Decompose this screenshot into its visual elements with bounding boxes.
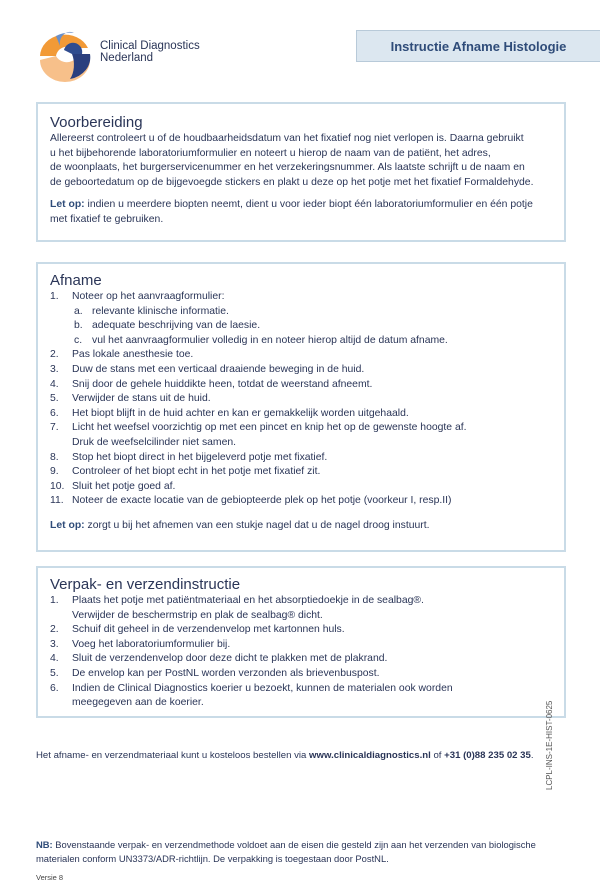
list-item bbox=[50, 392, 552, 407]
list-item bbox=[50, 623, 552, 638]
item-number: 8. bbox=[50, 451, 59, 463]
item-text: Indien de Clinical Diagnostics koerier u bezoekt, kunnen de materialen ook worden bbox=[72, 682, 453, 694]
list-item bbox=[50, 465, 552, 480]
item-number: 2. bbox=[50, 624, 59, 636]
version-label: Versie 8 bbox=[36, 873, 64, 882]
order-text: Het afname- en verzendmateriaal kunt u kosteloos bestellen via bbox=[36, 750, 307, 761]
item-text: Sluit de verzendenvelop door deze dicht te plakken met de plakrand. bbox=[72, 653, 388, 665]
item-number: c. bbox=[74, 334, 83, 346]
item-text: Snij door de gehele huiddikte heen, totdat de weerstand afneemt. bbox=[72, 378, 373, 390]
brand-line-2: Nederland bbox=[100, 52, 154, 64]
item-number: 11. bbox=[50, 495, 64, 507]
list-item bbox=[50, 407, 552, 422]
verpak-steps bbox=[50, 594, 552, 711]
note-text: indien u meerdere biopten neemt, dient u voor ieder biopt één laboratoriumformulier en één potje bbox=[87, 199, 533, 211]
section-title-voorbereiding: Voorbereiding bbox=[50, 114, 143, 131]
item-number: 7. bbox=[50, 422, 59, 434]
item-number: 9. bbox=[50, 466, 59, 478]
afname-substeps bbox=[72, 305, 552, 349]
item-text: Duw de stans met een verticaal draaiende beweging in de huid. bbox=[72, 363, 365, 375]
list-item bbox=[50, 638, 552, 653]
list-item bbox=[50, 363, 552, 378]
list-item bbox=[50, 348, 552, 363]
order-info bbox=[36, 750, 534, 761]
list-item bbox=[50, 480, 552, 495]
list-item bbox=[50, 378, 552, 393]
item-text: relevante klinische informatie. bbox=[92, 305, 229, 317]
nb-text: Bovenstaande verpak- en verzendmethode voldoet aan de eisen die gesteld zijn aan het verzenden van biologische bbox=[55, 839, 536, 850]
list-item bbox=[50, 682, 552, 711]
item-text: Licht het weefsel voorzichtig op met een pincet en knip het op de gewenste hoogte af. bbox=[72, 422, 467, 434]
clinical-diagnostics-logo bbox=[34, 30, 96, 82]
list-item bbox=[72, 319, 552, 334]
item-number: 1. bbox=[50, 291, 59, 302]
nb-lead: NB: bbox=[36, 839, 53, 850]
voorbereiding-line-3: de woonplaats, het burgerservicenummer en het verzekeringsnummer. Als laatste schrijft u de naam en bbox=[50, 162, 525, 174]
website-link[interactable]: www.clinicaldiagnostics.nl bbox=[309, 750, 431, 761]
list-item bbox=[50, 494, 552, 509]
voorbereiding-note bbox=[50, 198, 552, 213]
section-title-afname: Afname bbox=[50, 272, 102, 289]
item-number: a. bbox=[74, 305, 83, 317]
item-number: 2. bbox=[50, 349, 59, 361]
item-number: 10. bbox=[50, 480, 65, 492]
voorbereiding-note-line-2: met fixatief te gebruiken. bbox=[50, 213, 164, 225]
list-item bbox=[72, 334, 552, 349]
item-number: 5. bbox=[50, 393, 59, 405]
item-text: Voeg het laboratoriumformulier bij. bbox=[72, 638, 231, 650]
item-text: Schuif dit geheel in de verzendenvelop met kartonnen huls. bbox=[72, 624, 345, 636]
item-text: Stop het biopt direct in het bijgeleverd potje met fixatief. bbox=[72, 451, 328, 463]
order-text-of: of bbox=[433, 750, 442, 761]
item-text: Het biopt blijft in de huid achter en kan er gemakkelijk worden uitgehaald. bbox=[72, 407, 409, 419]
list-item bbox=[50, 451, 552, 466]
item-number: 1. bbox=[50, 595, 59, 606]
list-item bbox=[50, 594, 552, 623]
note-text: zorgt u bij het afnemen van een stukje nagel dat u de nagel droog instuurt. bbox=[87, 519, 430, 531]
item-text: De envelop kan per PostNL worden verzonden als brievenbuspost. bbox=[72, 667, 380, 679]
item-text: Verwijder de beschermstrip en plak de sealbag® dicht. bbox=[72, 609, 323, 621]
item-number: 4. bbox=[50, 653, 59, 665]
afname-note bbox=[50, 519, 552, 534]
voorbereiding-line-4: de geboortedatum op de bijgevoegde stickers en plakt u deze op het potje met het fixatief Formaldehyde. bbox=[50, 176, 534, 188]
section-voorbereiding bbox=[36, 102, 566, 242]
item-text: Noteer de exacte locatie van de gebiopteerde plek op het potje (voorkeur I, resp.II) bbox=[72, 495, 452, 507]
document-title: Instructie Afname Histologie bbox=[390, 38, 567, 54]
voorbereiding-line-1: Allereerst controleert u of de houdbaarheidsdatum van het fixatief nog niet verlopen is. Daarna gebruikt bbox=[50, 133, 524, 144]
note-lead: Let op: bbox=[50, 199, 85, 211]
item-number: 6. bbox=[50, 682, 59, 694]
section-afname bbox=[36, 262, 566, 552]
item-number: 5. bbox=[50, 667, 59, 679]
phone-number: +31 (0)88 235 02 35 bbox=[444, 750, 531, 761]
note-lead: Let op: bbox=[50, 519, 85, 531]
item-number: 6. bbox=[50, 407, 59, 419]
item-text: Noteer op het aanvraagformulier: bbox=[72, 291, 225, 302]
list-item bbox=[72, 305, 552, 320]
document-code: LCPL-INS-1E-HIST-0625 bbox=[545, 700, 554, 790]
item-text: vul het aanvraagformulier volledig in en noteer hierop altijd de datum afname. bbox=[92, 334, 448, 346]
list-item bbox=[50, 421, 552, 450]
item-text: meegegeven aan de koerier. bbox=[72, 697, 204, 709]
brand-line-1: Clinical Diagnostics bbox=[100, 40, 200, 52]
item-number: 3. bbox=[50, 363, 59, 375]
document-title-banner bbox=[356, 30, 600, 62]
item-text: Druk de weefselcilinder niet samen. bbox=[72, 436, 237, 448]
order-text-period: . bbox=[530, 750, 534, 761]
item-text: Pas lokale anesthesie toe. bbox=[72, 349, 194, 361]
item-text: Plaats het potje met patiëntmateriaal en het absorptiedoekje in de sealbag®. bbox=[72, 595, 424, 606]
section-title-verpak: Verpak- en verzendinstructie bbox=[50, 576, 241, 593]
list-item bbox=[50, 652, 552, 667]
nb-text-2: materialen conform UN3373/ADR-richtlijn. De verpakking is toegestaan door PostNL. bbox=[36, 853, 389, 864]
list-item bbox=[50, 667, 552, 682]
list-item bbox=[50, 290, 552, 348]
item-text: Verwijder de stans uit de huid. bbox=[72, 393, 211, 405]
voorbereiding-line-2: u het bijbehorende laboratoriumformulier en noteert u hierop de naam van de patiënt, het adres, bbox=[50, 147, 491, 159]
item-text: Sluit het potje goed af. bbox=[72, 480, 176, 492]
brand-name bbox=[100, 40, 200, 64]
item-number: b. bbox=[74, 320, 83, 332]
afname-steps bbox=[50, 290, 552, 509]
item-number: 3. bbox=[50, 638, 59, 650]
item-text: adequate beschrijving van de laesie. bbox=[92, 320, 261, 332]
item-text: Controleer of het biopt echt in het potje met fixatief zit. bbox=[72, 466, 321, 478]
item-number: 4. bbox=[50, 378, 59, 390]
nb-note bbox=[36, 838, 566, 866]
section-verpak bbox=[36, 566, 566, 718]
